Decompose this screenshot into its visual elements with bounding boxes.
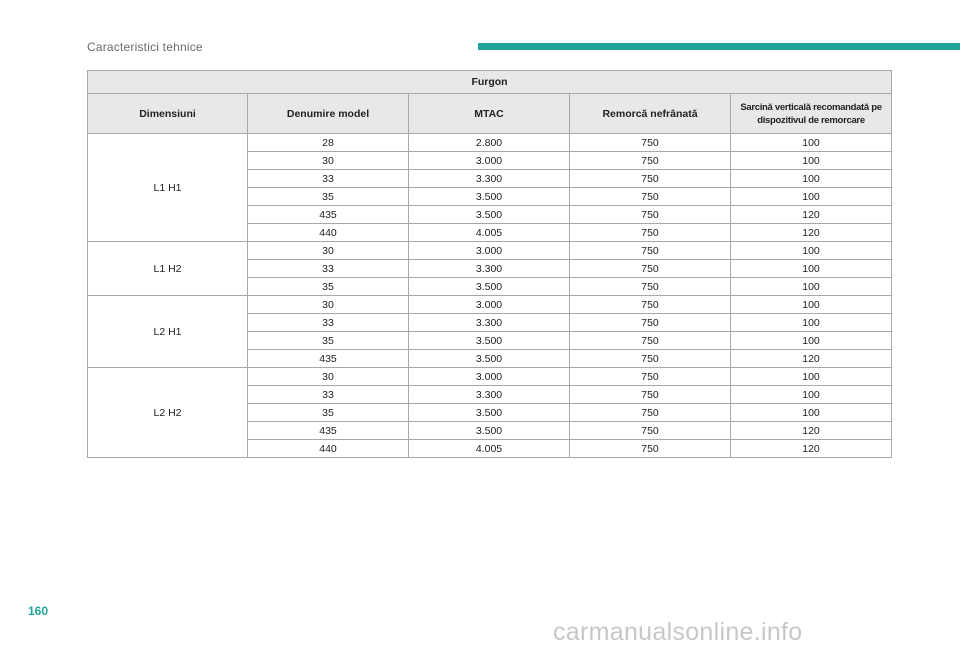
model-name-cell: 35 — [248, 404, 409, 422]
model-name-cell: 35 — [248, 278, 409, 296]
mtac-cell: 2.800 — [409, 134, 570, 152]
column-header-mtac: MTAC — [409, 94, 570, 134]
watermark-text: carmanualsonline.info — [553, 618, 803, 646]
vertical-load-cell: 100 — [731, 152, 892, 170]
vertical-load-cell: 100 — [731, 188, 892, 206]
unbraked-trailer-cell: 750 — [570, 404, 731, 422]
vertical-load-cell: 100 — [731, 242, 892, 260]
unbraked-trailer-cell: 750 — [570, 242, 731, 260]
column-header-unbraked-trailer: Remorcă nefrânată — [570, 94, 731, 134]
model-name-cell: 35 — [248, 332, 409, 350]
vertical-load-cell: 100 — [731, 386, 892, 404]
mtac-cell: 3.500 — [409, 188, 570, 206]
mtac-cell: 3.300 — [409, 170, 570, 188]
model-name-cell: 435 — [248, 206, 409, 224]
mtac-cell: 4.005 — [409, 440, 570, 458]
model-name-cell: 30 — [248, 368, 409, 386]
unbraked-trailer-cell: 750 — [570, 350, 731, 368]
mtac-cell: 3.500 — [409, 206, 570, 224]
page-number: 160 — [28, 604, 49, 618]
column-header-vertical-load: Sarcină verticală recomandată pe dispozitivul de remorcare — [731, 94, 892, 134]
unbraked-trailer-cell: 750 — [570, 260, 731, 278]
mtac-cell: 3.000 — [409, 296, 570, 314]
unbraked-trailer-cell: 750 — [570, 422, 731, 440]
vertical-load-cell: 120 — [731, 224, 892, 242]
model-name-cell: 440 — [248, 440, 409, 458]
dimension-cell: L1 H1 — [88, 134, 248, 242]
unbraked-trailer-cell: 750 — [570, 440, 731, 458]
mtac-cell: 3.000 — [409, 242, 570, 260]
section-title: Caracteristici tehnice — [87, 40, 203, 54]
vertical-load-cell: 100 — [731, 296, 892, 314]
column-header-dimensions: Dimensiuni — [88, 94, 248, 134]
unbraked-trailer-cell: 750 — [570, 368, 731, 386]
mtac-cell: 3.500 — [409, 350, 570, 368]
table-row — [88, 134, 892, 152]
model-name-cell: 30 — [248, 296, 409, 314]
vertical-load-cell: 120 — [731, 422, 892, 440]
model-name-cell: 30 — [248, 242, 409, 260]
vertical-load-cell: 100 — [731, 332, 892, 350]
unbraked-trailer-cell: 750 — [570, 188, 731, 206]
unbraked-trailer-cell: 750 — [570, 134, 731, 152]
mtac-cell: 3.000 — [409, 152, 570, 170]
mtac-cell: 4.005 — [409, 224, 570, 242]
mtac-cell: 3.300 — [409, 314, 570, 332]
vertical-load-cell: 100 — [731, 170, 892, 188]
mtac-cell: 3.300 — [409, 260, 570, 278]
column-header-model-name: Denumire model — [248, 94, 409, 134]
vertical-load-cell: 100 — [731, 260, 892, 278]
mtac-cell: 3.300 — [409, 386, 570, 404]
model-name-cell: 33 — [248, 314, 409, 332]
unbraked-trailer-cell: 750 — [570, 206, 731, 224]
model-name-cell: 435 — [248, 350, 409, 368]
unbraked-trailer-cell: 750 — [570, 224, 731, 242]
model-name-cell: 440 — [248, 224, 409, 242]
dimension-cell: L2 H1 — [88, 296, 248, 368]
model-name-cell: 28 — [248, 134, 409, 152]
header-accent-bar — [478, 43, 960, 50]
table-row — [88, 242, 892, 260]
table-title: Furgon — [88, 71, 892, 94]
model-name-cell: 33 — [248, 386, 409, 404]
vertical-load-cell: 100 — [731, 404, 892, 422]
mtac-cell: 3.500 — [409, 404, 570, 422]
model-name-cell: 30 — [248, 152, 409, 170]
vertical-load-cell: 120 — [731, 350, 892, 368]
unbraked-trailer-cell: 750 — [570, 332, 731, 350]
towing-spec-table — [87, 70, 892, 458]
mtac-cell: 3.500 — [409, 332, 570, 350]
table-row — [88, 296, 892, 314]
vertical-load-cell: 100 — [731, 134, 892, 152]
unbraked-trailer-cell: 750 — [570, 296, 731, 314]
model-name-cell: 35 — [248, 188, 409, 206]
unbraked-trailer-cell: 750 — [570, 278, 731, 296]
model-name-cell: 33 — [248, 170, 409, 188]
table-row — [88, 368, 892, 386]
mtac-cell: 3.000 — [409, 368, 570, 386]
unbraked-trailer-cell: 750 — [570, 386, 731, 404]
dimension-cell: L2 H2 — [88, 368, 248, 458]
vertical-load-cell: 100 — [731, 278, 892, 296]
vertical-load-cell: 120 — [731, 206, 892, 224]
vertical-load-cell: 100 — [731, 368, 892, 386]
model-name-cell: 435 — [248, 422, 409, 440]
dimension-cell: L1 H2 — [88, 242, 248, 296]
unbraked-trailer-cell: 750 — [570, 152, 731, 170]
table-body — [88, 134, 892, 458]
unbraked-trailer-cell: 750 — [570, 314, 731, 332]
unbraked-trailer-cell: 750 — [570, 170, 731, 188]
mtac-cell: 3.500 — [409, 422, 570, 440]
vertical-load-cell: 120 — [731, 440, 892, 458]
model-name-cell: 33 — [248, 260, 409, 278]
mtac-cell: 3.500 — [409, 278, 570, 296]
vertical-load-cell: 100 — [731, 314, 892, 332]
